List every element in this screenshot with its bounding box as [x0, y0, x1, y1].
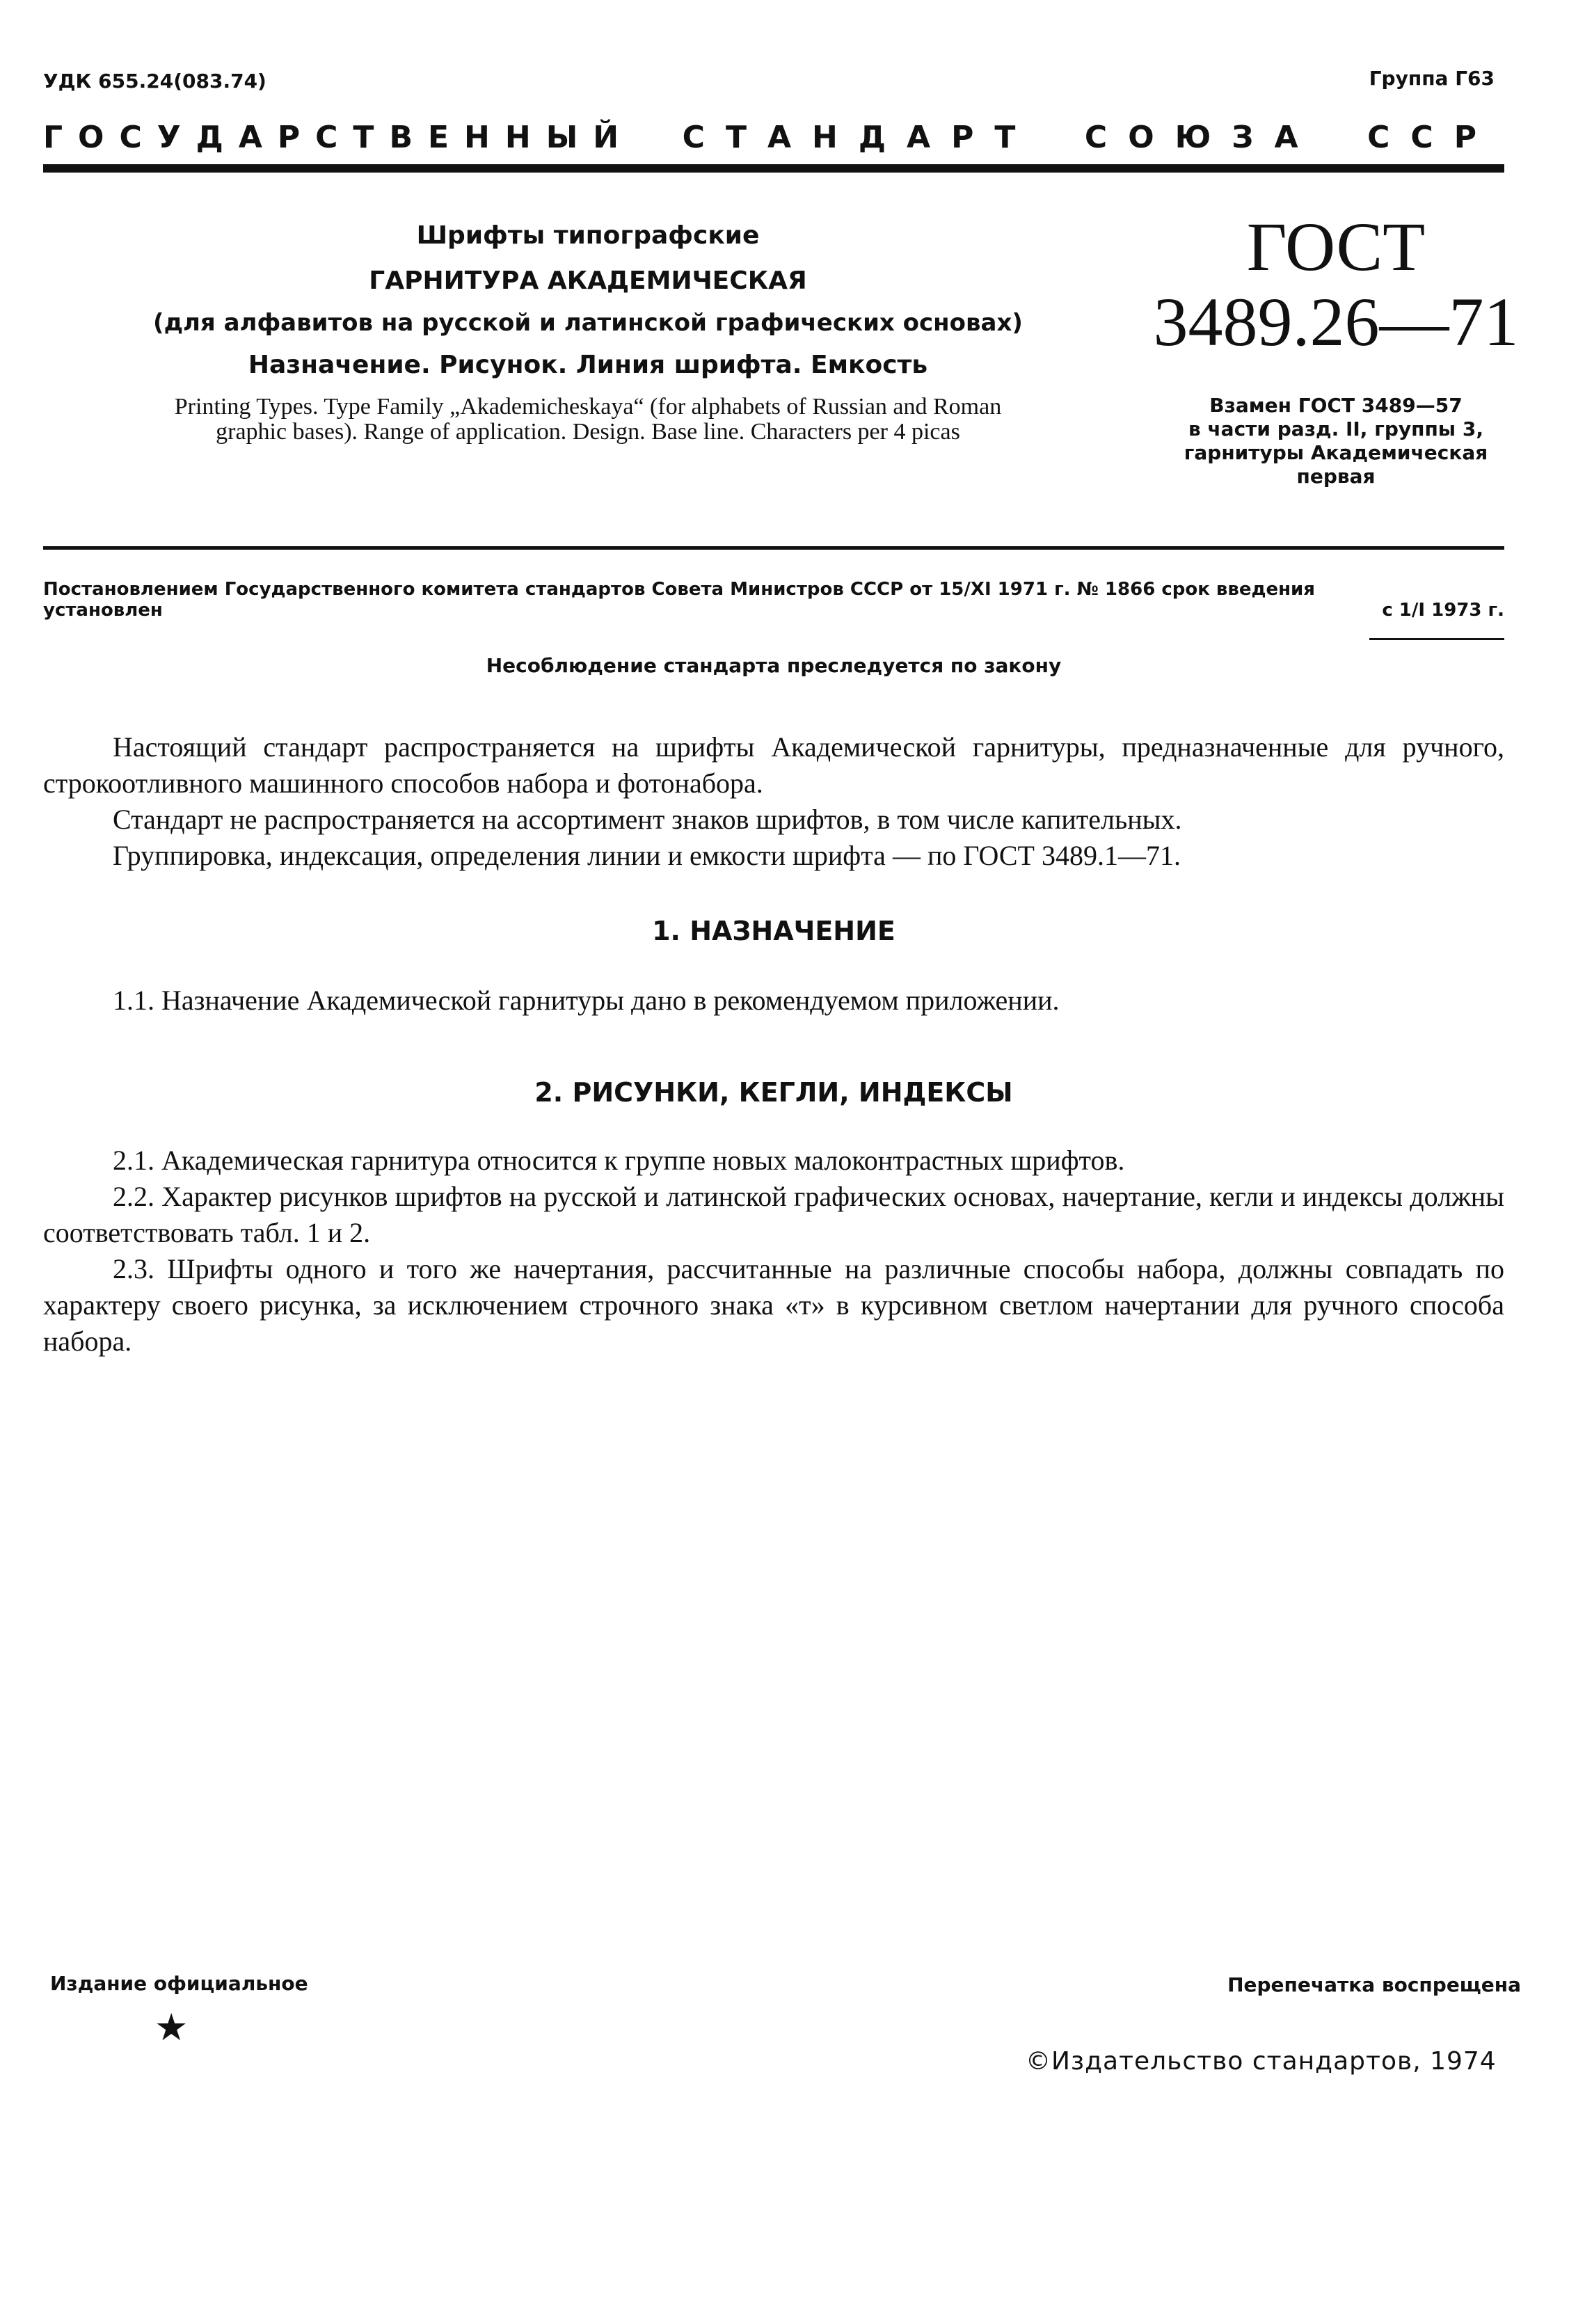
udk-code: УДК 655.24(083.74) — [43, 70, 266, 93]
state-standard-banner — [43, 120, 1497, 155]
intro-paragraph-2: Стандарт не распространяется на ассортимент знаков шрифтов, в том числе капительных. — [113, 804, 1182, 835]
section-divider — [43, 546, 1504, 550]
gost-number: 3489.26—71 — [1153, 283, 1519, 360]
decree-block — [43, 579, 1504, 621]
replaces-note — [1141, 394, 1531, 488]
paragraph-2-3: 2.3. Шрифты одного и того же начертания, рассчитанные на различные способы набора, должны совпадать по характеру своего рисунка, за исключением строчного знака «т» в курсивном светлом начертании для ручного способа набора. — [43, 1253, 1504, 1357]
title-line-3: (для алфавитов на русской и латинской графических основах) — [153, 309, 1023, 337]
section-1-heading: 1. НАЗНАЧЕНИЕ — [652, 916, 895, 946]
replaces-line-3: гарнитуры Академическая — [1184, 441, 1488, 464]
banner-word-4: ССР — [1367, 120, 1497, 155]
english-title: Printing Types. Type Family „Akademicheskaya“ (for alphabets of Russian and Roman graphic bases). Range of application. Design. Base line. Characters per 4 picas — [174, 394, 1002, 445]
title-line-4: Назначение. Рисунок. Линия шрифта. Емкость — [248, 351, 928, 379]
paragraph-1-1: 1.1. Назначение Академической гарнитуры дано в рекомендуемом приложении. — [113, 985, 1060, 1016]
decree-line-2: установлен — [43, 600, 163, 621]
gost-label: ГОСТ — [1246, 208, 1426, 285]
section-2-heading: 2. РИСУНКИ, КЕГЛИ, ИНДЕКСЫ — [534, 1077, 1013, 1108]
section-1-text — [43, 982, 1504, 1019]
replaces-line-4: первая — [1296, 465, 1376, 488]
banner-word-2: СТАНДАРТ — [682, 120, 1037, 155]
official-edition-label: Издание официальное — [50, 1972, 308, 1995]
decree-line-1: Постановлением Государственного комитета стандартов Совета Министров СССР от 15/XI 1971 г. № 1866 срок введения — [43, 579, 1315, 600]
group-code: Группа Г63 — [1369, 67, 1495, 90]
title-line-2: ГАРНИТУРА АКАДЕМИЧЕСКАЯ — [369, 266, 807, 295]
copyright-notice: ©Издательство стандартов, 1974 — [1026, 2047, 1497, 2076]
intro-paragraph-3: Группировка, индексация, определения линии и емкости шрифта — по ГОСТ 3489.1—71. — [113, 840, 1181, 871]
intro-paragraph-1: Настоящий стандарт распространяется на шрифты Академической гарнитуры, предназначенные для ручного, строкоотливного машинного способов набора и фотонабора. — [43, 731, 1504, 799]
title-block — [132, 221, 1044, 445]
replaces-line-1: Взамен ГОСТ 3489—57 — [1209, 394, 1463, 417]
paragraph-2-1: 2.1. Академическая гарнитура относится к группе новых малоконтрастных шрифтов. — [113, 1145, 1125, 1176]
reprint-prohibited-label: Перепечатка воспрещена — [1227, 1973, 1521, 1996]
banner-word-3: СОЮЗА — [1084, 120, 1319, 155]
section-2-text — [43, 1143, 1504, 1360]
intro-text — [43, 729, 1504, 874]
date-underline — [1369, 638, 1504, 640]
decree-effective-date: с 1/I 1973 г. — [1382, 600, 1504, 621]
noncompliance-notice: Несоблюдение стандарта преследуется по закону — [486, 654, 1062, 677]
banner-word-1: ГОСУДАРСТВЕННЫЙ — [43, 120, 635, 155]
banner-rule — [43, 164, 1504, 173]
replaces-line-2: в части разд. II, группы 3, — [1188, 417, 1483, 440]
star-icon: ★ — [154, 2005, 189, 2049]
paragraph-2-2: 2.2. Характер рисунков шрифтов на русской и латинской графических основах, начертание, кегли и индексы должны соответствовать табл. 1 и 2. — [43, 1181, 1504, 1248]
title-line-1: Шрифты типографские — [416, 221, 760, 250]
